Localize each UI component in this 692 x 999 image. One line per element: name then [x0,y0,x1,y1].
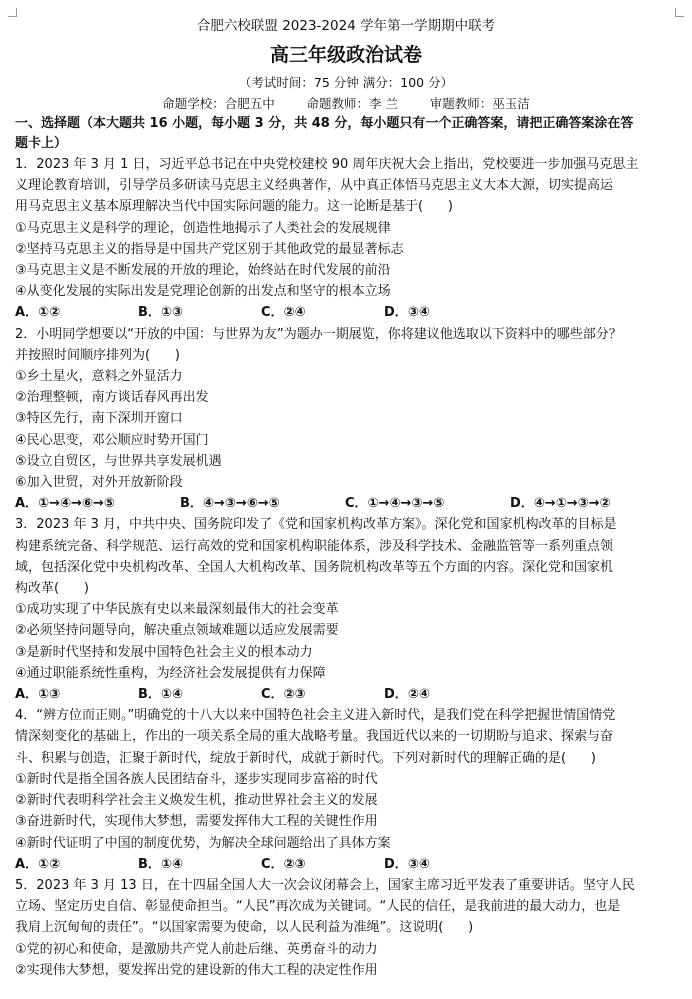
option-c: C．②④ [261,305,306,321]
statement-item: ⑤设立自贸区，与世界共享发展机遇 [15,453,222,469]
question-stem-line: 并按照时间顺序排列为( ) [15,347,180,363]
option-a: A．①→④→⑥→⑤ [15,496,115,512]
option-a: A．①③ [15,687,61,703]
question-stem-line: 1．2023 年 3 月 1 日，习近平总书记在中央党校建校 90 周年庆祝大会上指出，党校要进一步加强马克思主 [15,157,639,172]
question-stem-line: 3．2023 年 3 月，中共中央、国务院印发了《党和国家机构改革方案》。深化党和国家机构改革的目标是 [15,517,617,533]
option-c: C．①→④→③→⑤ [345,496,445,512]
exam-subject-title: 高三年级政治试卷 [269,44,422,66]
statement-item: ①党的初心和使命，是激励共产党人前赴后继、英勇奋斗的动力 [15,941,378,957]
question-stem-line: 4．“辨方位而正则。”明确党的十八大以来中国特色社会主义进入新时代，是我们党在科学把握世情国情党 [15,708,616,724]
answer-options [15,302,677,323]
section-heading-cont: 题卡上） [15,136,68,151]
question-stem-line: 我肩上沉甸甸的责任”。“以国家需要为使命，以人民利益为准绳”。这说明( ) [15,920,474,936]
statement-item: ①成功实现了中华民族有史以来最深刻最伟大的社会变革 [15,602,339,618]
question-stem-line: 立场、坚定历史自信、彰显使命担当。“人民”再次成为关键词。“人民的信任，是我前进的最大动力，也是 [15,899,621,915]
statement-item: ②必须坚持问题导向，解决重点领域难题以适应发展需要 [15,623,339,639]
exam-page [15,14,677,981]
question-stem-line: 构改革( ) [15,581,89,597]
exam-staff: 命题学校：合肥五中 命题教师：李 兰 审题教师：巫玉洁 [162,96,530,111]
question-stem-line: 2．小明同学想要以“开放的中国：与世界为友”为题办一期展览，你将建议他选取以下资料中的哪些部分？ [15,326,622,342]
question-stem-line: 用马克思主义基本原理解决当代中国实际问题的能力。这一论断是基于( ) [15,199,453,215]
statement-item: ④民心思变，邓公顺应时势开国门 [15,432,209,448]
statement-item: ③马克思主义是不断发展的开放的理论，始终站在时代发展的前沿 [15,263,391,279]
question-2 [15,324,677,515]
statement-item: ①新时代是指全国各族人民团结奋斗，逐步实现同步富裕的时代 [15,771,378,787]
statement-item: ②治理整顿，南方谈话春风再出发 [15,390,209,406]
option-b: B．①④ [138,687,183,703]
answer-options [15,493,677,514]
option-a: A．①② [15,305,61,321]
statement-item: ②新时代表明科学社会主义焕发生机，推动世界社会主义的发展 [15,793,378,809]
question-stem-line: 情深刻变化的基础上，作出的一项关系全局的重大战略考量。我国近代以来的一切期盼与追求、探索与奋 [15,729,614,745]
question-4 [15,705,677,875]
exam-header-title: 合肥六校联盟 2023-2024 学年第一学期期中联考 [196,18,496,34]
option-a: A．①② [15,856,61,872]
answer-options [15,854,677,875]
option-c: C．②③ [261,856,306,872]
question-1 [15,154,677,324]
option-b: B．①④ [138,856,183,872]
question-stem-line: 义理论教育培训，引导学员多研读马克思主义经典著作，从中真正体悟马克思主义大本大源，切实提高运 [15,178,614,194]
statement-item: ④新时代证明了中国的制度优势，为解决全球问题给出了具体方案 [15,835,391,851]
option-c: C．②③ [261,687,306,703]
option-d: D．③④ [384,856,430,872]
statement-item: ①乡土星火，意料之外显活力 [15,369,183,385]
statement-item: ④从变化发展的实际出发是党理论创新的出发点和坚守的根本立场 [15,284,391,300]
answer-options [15,684,677,705]
statement-item: ③特区先行，南下深圳开窗口 [15,411,183,427]
question-stem-line: 域，包括深化党中央机构改革、全国人大机构改革、国务院机构改革等五个方面的内容。深化党和国家机 [15,559,614,575]
option-d: D．④→①→③→② [510,496,611,512]
statement-item: ①马克思主义是科学的理论，创造性地揭示了人类社会的发展规律 [15,220,391,236]
statement-item: ⑥加入世贸，对外开放新阶段 [15,475,183,491]
statement-item: ④通过职能系统性重构，为经济社会发展提供有力保障 [15,665,326,681]
statement-item: ②坚持马克思主义的指导是中国共产党区别于其他政党的最显著标志 [15,241,404,257]
statement-item: ③是新时代坚持和发展中国特色社会主义的根本动力 [15,644,313,660]
question-stem-line: 斗、积累与创造，汇聚于新时代，绽放于新时代，成就于新时代。下列对新时代的理解正确的是( ) [15,750,596,766]
statement-item: ③奋进新时代，实现伟大梦想，需要发挥伟大工程的关键性作用 [15,814,378,830]
question-stem-line: 构建系统完备、科学规范、运行高效的党和国家机构职能体系，涉及科学技术、金融监管等一系列重点领 [15,538,614,554]
question-stem-line: 5．2023 年 3 月 13 日，在十四届全国人大一次会议闭幕会上，国家主席习近平发表了重要讲话。坚守人民 [15,877,635,893]
statement-item: ②实现伟大梦想，要发挥出党的建设新的伟大工程的决定性作用 [15,962,378,978]
exam-info: （考试时间：75 分钟 满分：100 分） [238,75,454,90]
question-5 [15,875,677,981]
option-b: B．④→③→⑥→⑤ [180,496,280,512]
section-heading: 一、选择题（本大题共 16 小题，每小题 3 分，共 48 分，每小题只有一个正确答案，请把正确答案涂在答 [15,116,634,131]
question-3 [15,514,677,705]
option-d: D．③④ [384,305,430,321]
option-b: B．①③ [138,305,183,321]
option-d: D．②④ [384,687,430,703]
